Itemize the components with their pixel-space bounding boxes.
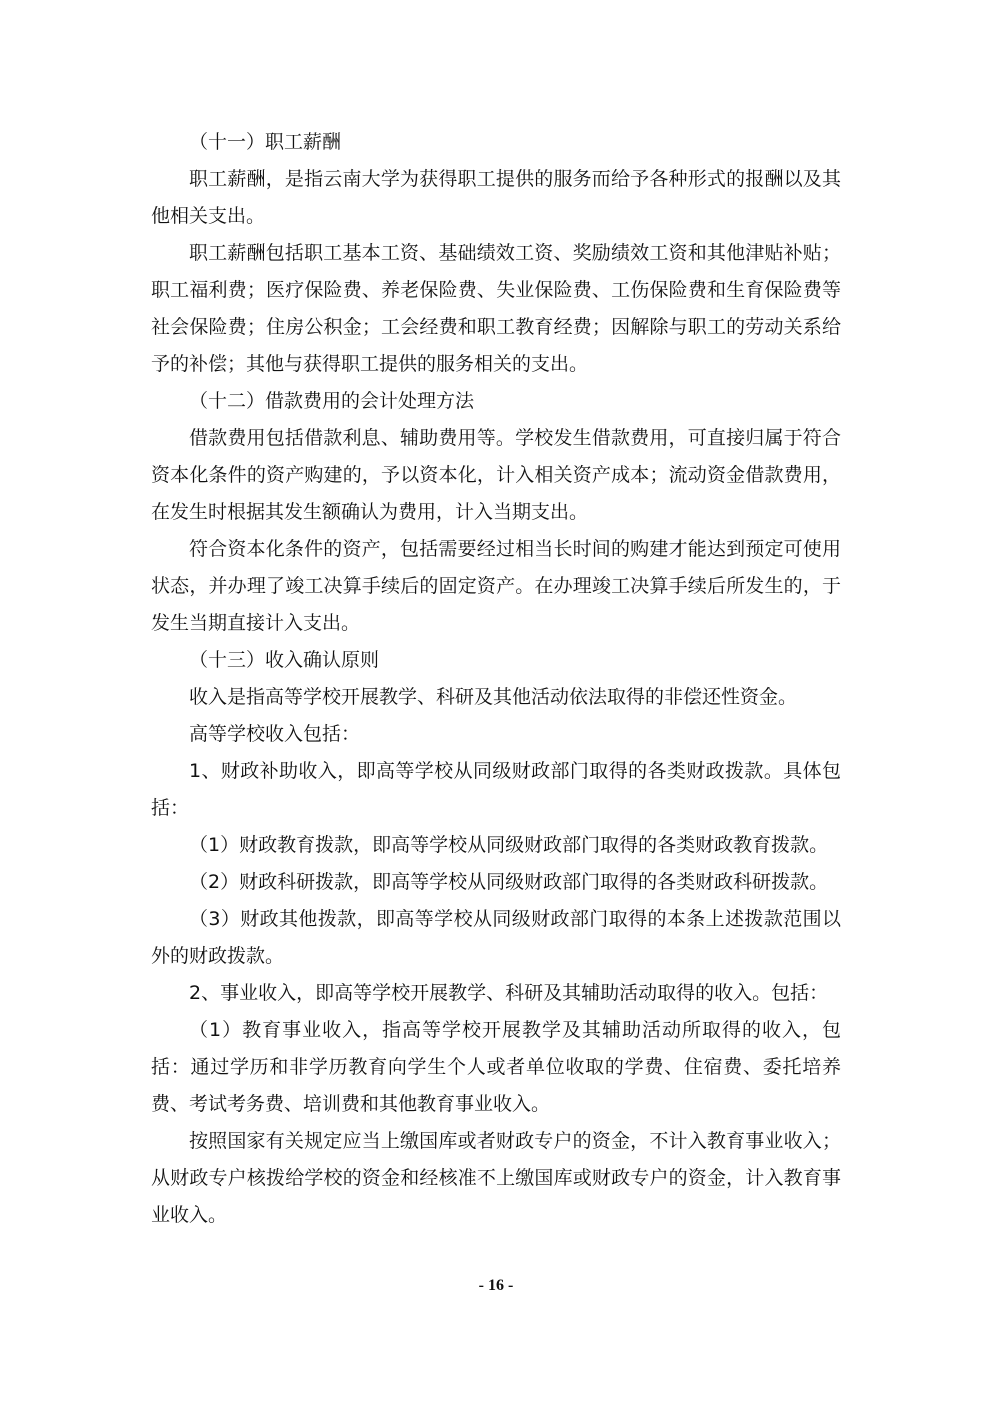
section-heading-12: （十二）借款费用的会计处理方法 — [189, 390, 475, 412]
list-item: 1、财政补助收入，即高等学校从同级财政部门取得的各类财政拨款。具体包括： — [151, 760, 841, 819]
section-heading-13: （十三）收入确认原则 — [189, 649, 380, 671]
section-heading-11: （十一）职工薪酬 — [189, 131, 342, 153]
paragraph: 按照国家有关规定应当上缴国库或者财政专户的资金，不计入教育事业收入；从财政专户核拨给学校的资金和经核准不上缴国库或财政专户的资金，计入教育事业收入。 — [151, 1130, 841, 1226]
paragraph: 符合资本化条件的资产，包括需要经过相当长时间的购建才能达到预定可使用状态，并办理了竣工决算手续后的固定资产。在办理竣工决算手续后所发生的，于发生当期直接计入支出。 — [151, 538, 841, 634]
page-number: - 16 - — [478, 1277, 514, 1294]
sub-list-item: （1）财政教育拨款，即高等学校从同级财政部门取得的各类财政教育拨款。 — [189, 834, 829, 856]
paragraph: 高等学校收入包括： — [189, 723, 361, 745]
paragraph: 借款费用包括借款利息、辅助费用等。学校发生借款费用，可直接归属于符合资本化条件的资产购建的，予以资本化，计入相关资产成本；流动资金借款费用，在发生时根据其发生额确认为费用，计入当期支出。 — [151, 427, 841, 523]
body-text — [151, 124, 841, 1234]
sub-list-item: （3）财政其他拨款，即高等学校从同级财政部门取得的本条上述拨款范围以外的财政拨款。 — [151, 908, 841, 967]
paragraph: 职工薪酬，是指云南大学为获得职工提供的服务而给予各种形式的报酬以及其他相关支出。 — [151, 168, 841, 227]
paragraph: 职工薪酬包括职工基本工资、基础绩效工资、奖励绩效工资和其他津贴补贴；职工福利费；医疗保险费、养老保险费、失业保险费、工伤保险费和生育保险费等社会保险费；住房公积金；工会经费和职工教育经费；因解除与职工的劳动关系给予的补偿；其他与获得职工提供的服务相关的支出。 — [151, 242, 841, 375]
sub-list-item: （1）教育事业收入，指高等学校开展教学及其辅助活动所取得的收入，包括：通过学历和非学历教育向学生个人或者单位收取的学费、住宿费、委托培养费、考试考务费、培训费和其他教育事业收入。 — [151, 1019, 841, 1115]
list-item: 2、事业收入，即高等学校开展教学、科研及其辅助活动取得的收入。包括： — [189, 982, 829, 1004]
sub-list-item: （2）财政科研拨款，即高等学校从同级财政部门取得的各类财政科研拨款。 — [189, 871, 829, 893]
paragraph: 收入是指高等学校开展教学、科研及其他活动依法取得的非偿还性资金。 — [189, 686, 798, 708]
